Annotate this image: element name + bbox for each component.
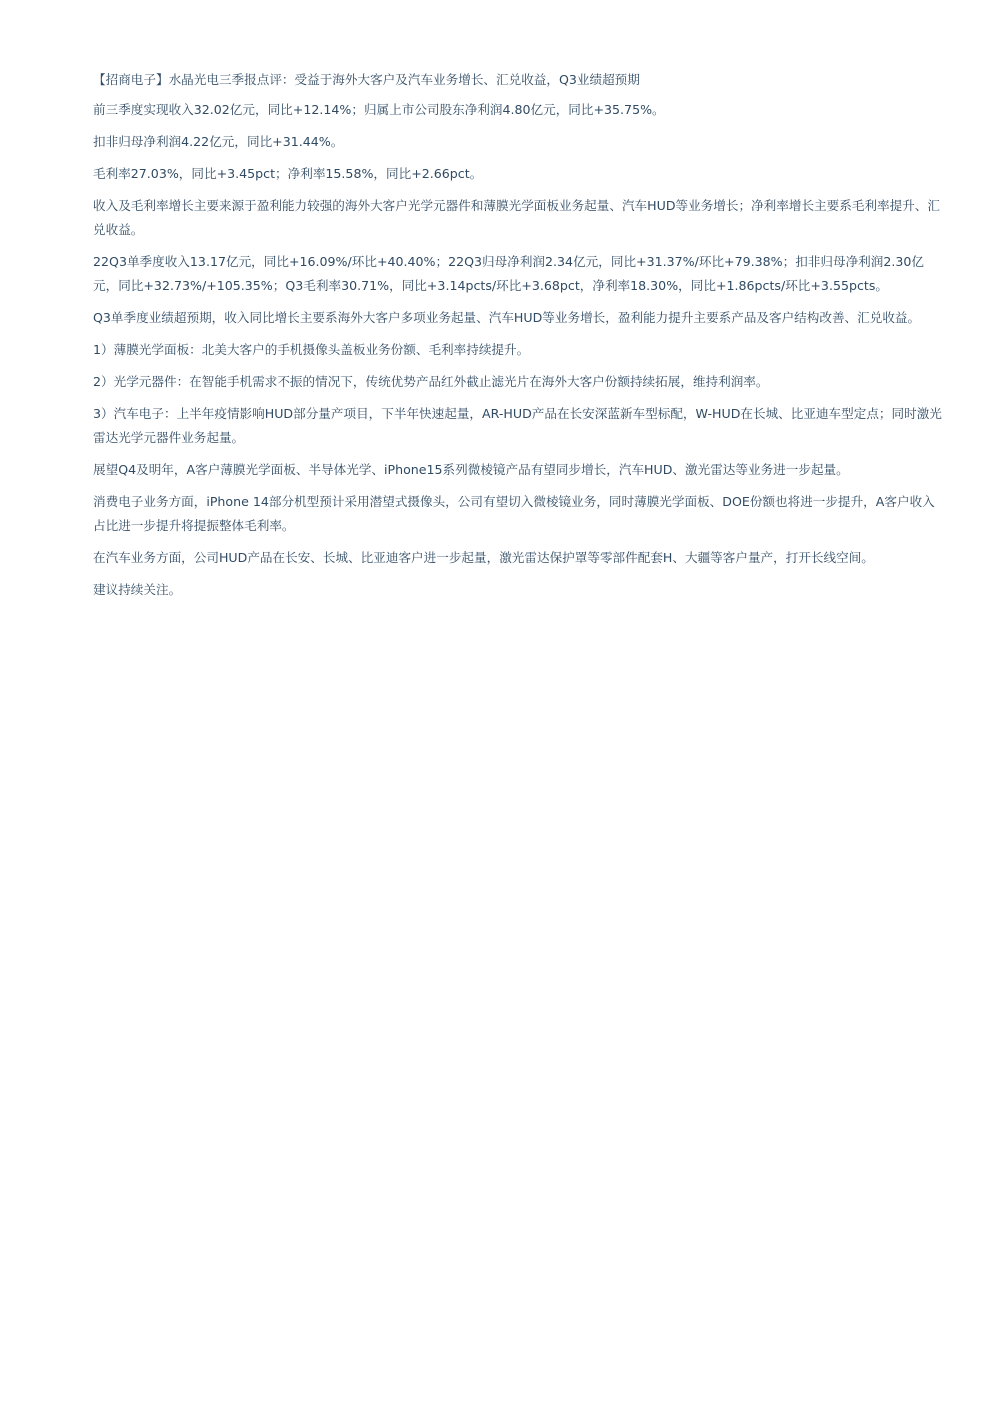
- paragraph-auto-business: 在汽车业务方面，公司HUD产品在长安、长城、比亚迪客户进一步起量，激光雷达保护罩等零部件配套H、大疆等客户量产，打开长线空间。: [93, 550, 874, 565]
- paragraph-film-optics: 1）薄膜光学面板：北美大客户的手机摄像头盖板业务份额、毛利率持续提升。: [93, 342, 530, 357]
- paragraph-recommendation: 建议持续关注。: [93, 582, 182, 597]
- paragraph-consumer-electronics: 消费电子业务方面，iPhone 14部分机型预计采用潜望式摄像头，公司有望切入微棱镜业务，同时薄膜光学面板、DOE份额也将进一步提升，A客户收入占比进一步提升将提振整体毛利率。: [93, 494, 935, 533]
- paragraph-margins: 毛利率27.03%，同比+3.45pct；净利率15.58%，同比+2.66pct。: [93, 166, 483, 181]
- document-body: [93, 68, 945, 610]
- paragraph-auto-electronics: 3）汽车电子：上半年疫情影响HUD部分量产项目，下半年快速起量，AR-HUD产品在长安深蓝新车型标配，W-HUD在长城、比亚迪车型定点；同时激光雷达光学元器件业务起量。: [93, 406, 942, 445]
- paragraph-optical-components: 2）光学元器件：在智能手机需求不振的情况下，传统优势产品红外截止滤光片在海外大客户份额持续拓展，维持利润率。: [93, 374, 769, 389]
- paragraph-growth-drivers: 收入及毛利率增长主要来源于盈利能力较强的海外大客户光学元器件和薄膜光学面板业务起量、汽车HUD等业务增长；净利率增长主要系毛利率提升、汇兑收益。: [93, 198, 940, 237]
- paragraph-deducted-profit: 扣非归母净利润4.22亿元，同比+31.44%。: [93, 134, 344, 149]
- paragraph-q3-results: 22Q3单季度收入13.17亿元，同比+16.09%/环比+40.40%；22Q3归母净利润2.34亿元，同比+31.37%/环比+79.38%；扣非归母净利润2.30亿元，同比+32.73%/+105.35%；Q3毛利率30.71%，同比+3.14pcts/环比+3.68pct，净利率18.30%，同比+1.86pcts/环比+3.55pcts。: [93, 254, 924, 293]
- document-title: 【招商电子】水晶光电三季报点评：受益于海外大客户及汽车业务增长、汇兑收益，Q3业绩超预期: [93, 72, 640, 87]
- paragraph-q3-outperform: Q3单季度业绩超预期，收入同比增长主要系海外大客户多项业务起量、汽车HUD等业务增长，盈利能力提升主要系产品及客户结构改善、汇兑收益。: [93, 310, 921, 325]
- paragraph-outlook: 展望Q4及明年，A客户薄膜光学面板、半导体光学、iPhone15系列微棱镜产品有望同步增长，汽车HUD、激光雷达等业务进一步起量。: [93, 462, 849, 477]
- paragraph-revenue-ytd: 前三季度实现收入32.02亿元，同比+12.14%；归属上市公司股东净利润4.80亿元，同比+35.75%。: [93, 102, 665, 117]
